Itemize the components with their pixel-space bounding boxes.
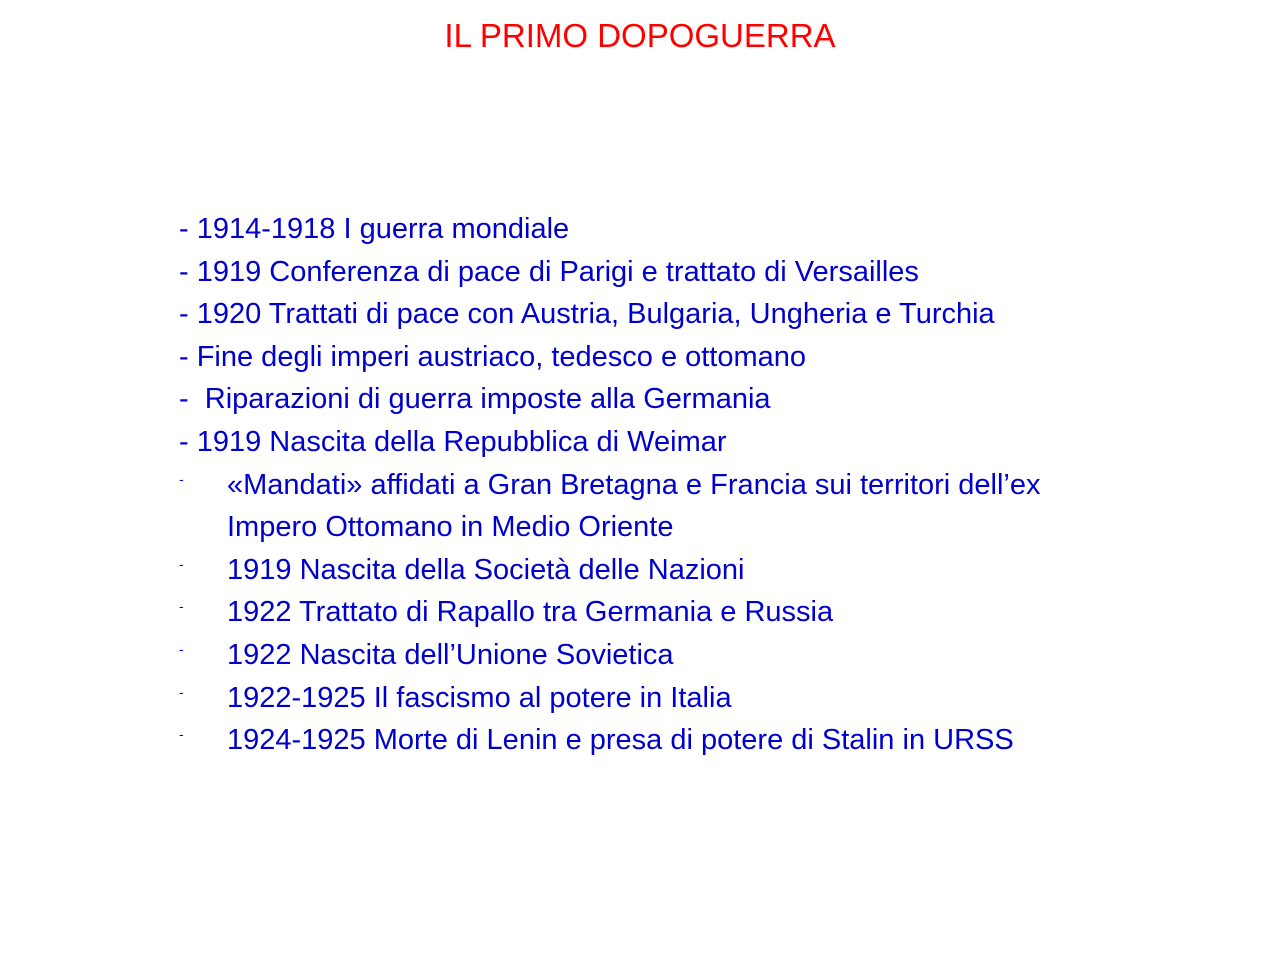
bullet-item-3: [179, 591, 1059, 634]
bullet-item-5: [179, 677, 1059, 720]
bullet-text: 1922 Trattato di Rapallo tra Germania e Russia: [227, 596, 834, 629]
timeline-line-2: - 1919 Conferenza di pace di Parigi e trattato di Versailles: [179, 255, 919, 288]
timeline-line-3: - 1920 Trattati di pace con Austria, Bulgaria, Ungheria e Turchia: [179, 298, 995, 331]
bullet-dash: -: [179, 640, 184, 657]
bullet-item-2: [179, 549, 1059, 592]
timeline-line-5: - Riparazioni di guerra imposte alla Germania: [179, 383, 771, 416]
bullet-text: 1924-1925 Morte di Lenin e presa di potere di Stalin in URSS: [227, 724, 1014, 757]
bullet-text: 1922-1925 Il fascismo al potere in Italia: [227, 681, 732, 714]
bullet-text: 1922 Nascita dell’Unione Sovietica: [227, 638, 674, 671]
bullet-dash: -: [179, 598, 184, 615]
bullet-item-6: [179, 719, 1059, 762]
bullet-dash: -: [179, 683, 184, 700]
slide-body: [179, 208, 1059, 762]
timeline-line-6: - 1919 Nascita della Repubblica di Weimar: [179, 425, 727, 458]
timeline-line-4: - Fine degli imperi austriaco, tedesco e ottomano: [179, 340, 807, 373]
bullet-item-1: [179, 464, 1059, 549]
bullet-text: «Mandati» affidati a Gran Bretagna e Francia sui territori dell’ex Impero Ottomano in Medio Oriente: [227, 468, 1041, 544]
bullet-dash: -: [179, 555, 184, 572]
bullet-item-4: [179, 634, 1059, 677]
slide-title: IL PRIMO DOPOGUERRA: [444, 17, 836, 54]
bullet-dash: -: [179, 470, 184, 487]
timeline-line-1: - 1914-1918 I guerra mondiale: [179, 213, 570, 245]
bullet-text: 1919 Nascita della Società delle Nazioni: [227, 553, 745, 586]
bullet-dash: -: [179, 726, 184, 743]
